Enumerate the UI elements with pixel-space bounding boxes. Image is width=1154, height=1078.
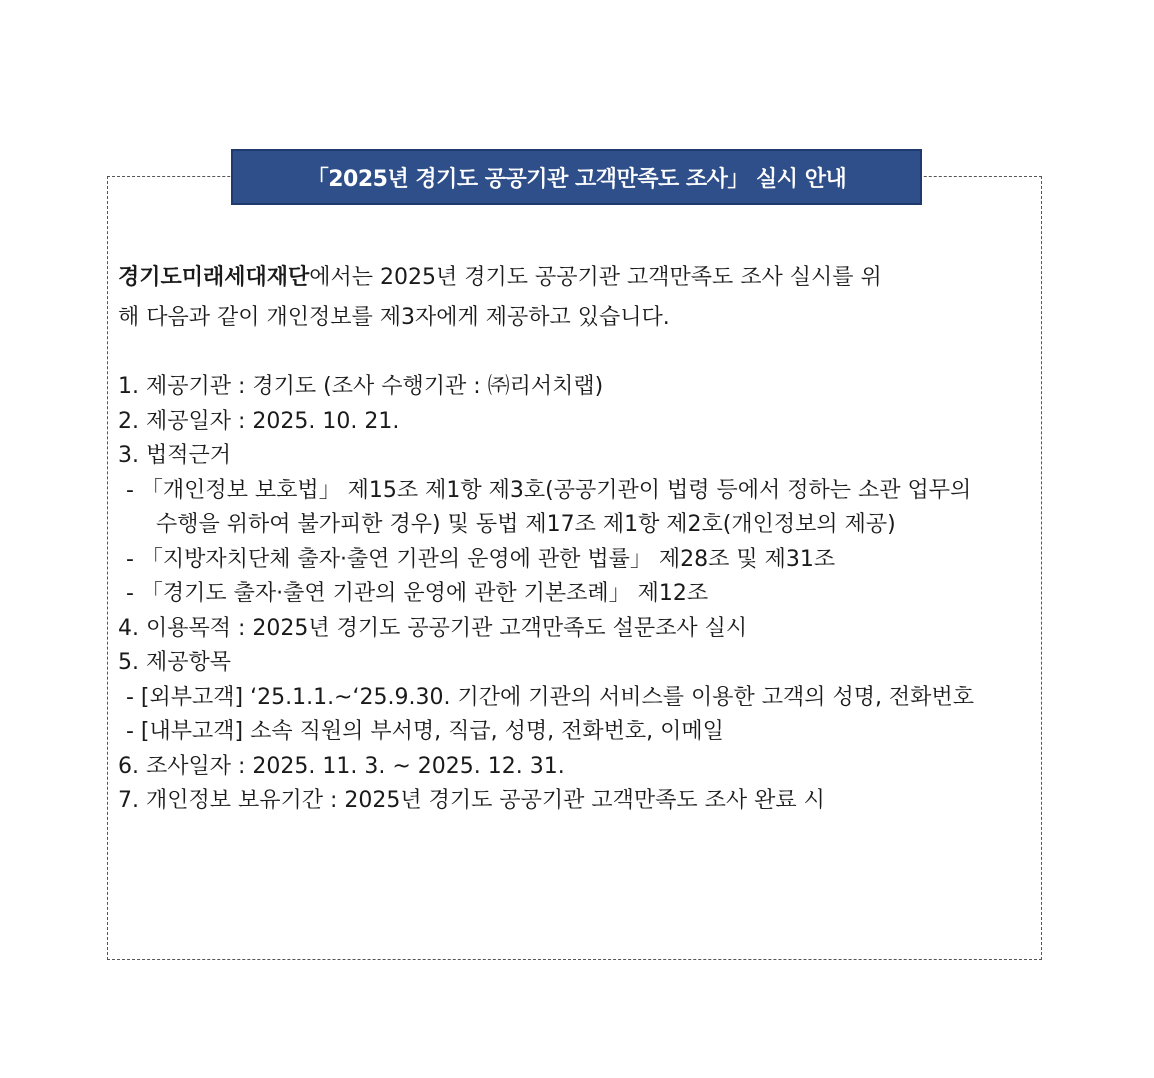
item-provision-date: 2. 제공일자 : 2025. 10. 21. [118, 408, 400, 434]
item-retention-period: 7. 개인정보 보유기간 : 2025년 경기도 공공기관 고객만족도 조사 완료 시 [118, 788, 825, 813]
item-provider: 1. 제공기관 : 경기도 (조사 수행기관 : ㈜리서치랩) [118, 374, 604, 399]
intro-line-2: 해 다음과 같이 개인정보를 제3자에게 제공하고 있습니다. [118, 305, 670, 330]
legal-basis-item: - 「개인정보 보호법」 제15조 제1항 제3호(공공기관이 법령 등에서 정하는 소관 업무의 [126, 477, 972, 503]
notice-item-list [118, 370, 1038, 819]
notice-title [231, 149, 922, 205]
legal-basis-item-continued: 수행을 위하여 불가피한 경우) 및 동법 제17조 제1항 제2호(개인정보의 제공) [156, 512, 896, 537]
intro-org-name: 경기도미래세대재단 [118, 265, 310, 290]
notice-title-text: 「2025년 경기도 공공기관 고객만족도 조사」 실시 안내 [306, 166, 847, 192]
provided-fields-item: - [외부고객] ‘25.1.1.~‘25.9.30. 기간에 기관의 서비스를 이용한 고객의 성명, 전화번호 [126, 684, 974, 710]
item-purpose: 4. 이용목적 : 2025년 경기도 공공기관 고객만족도 설문조사 실시 [118, 615, 748, 641]
item-provided-fields: 5. 제공항목 [118, 650, 231, 675]
item-legal-basis: 3. 법적근거 [118, 443, 231, 468]
item-survey-period: 6. 조사일자 : 2025. 11. 3. ~ 2025. 12. 31. [118, 753, 565, 779]
intro-line-1-rest: 에서는 2025년 경기도 공공기관 고객만족도 조사 실시를 위 [309, 265, 882, 290]
legal-basis-item: - 「경기도 출자·출연 기관의 운영에 관한 기본조례」 제12조 [126, 581, 709, 606]
provided-fields-item: - [내부고객] 소속 직원의 부서명, 직급, 성명, 전화번호, 이메일 [126, 719, 724, 744]
intro-paragraph [118, 258, 1033, 338]
legal-basis-item: - 「지방자치단체 출자·출연 기관의 운영에 관한 법률」 제28조 및 제31조 [126, 546, 836, 572]
intro-line-1 [118, 258, 1033, 298]
